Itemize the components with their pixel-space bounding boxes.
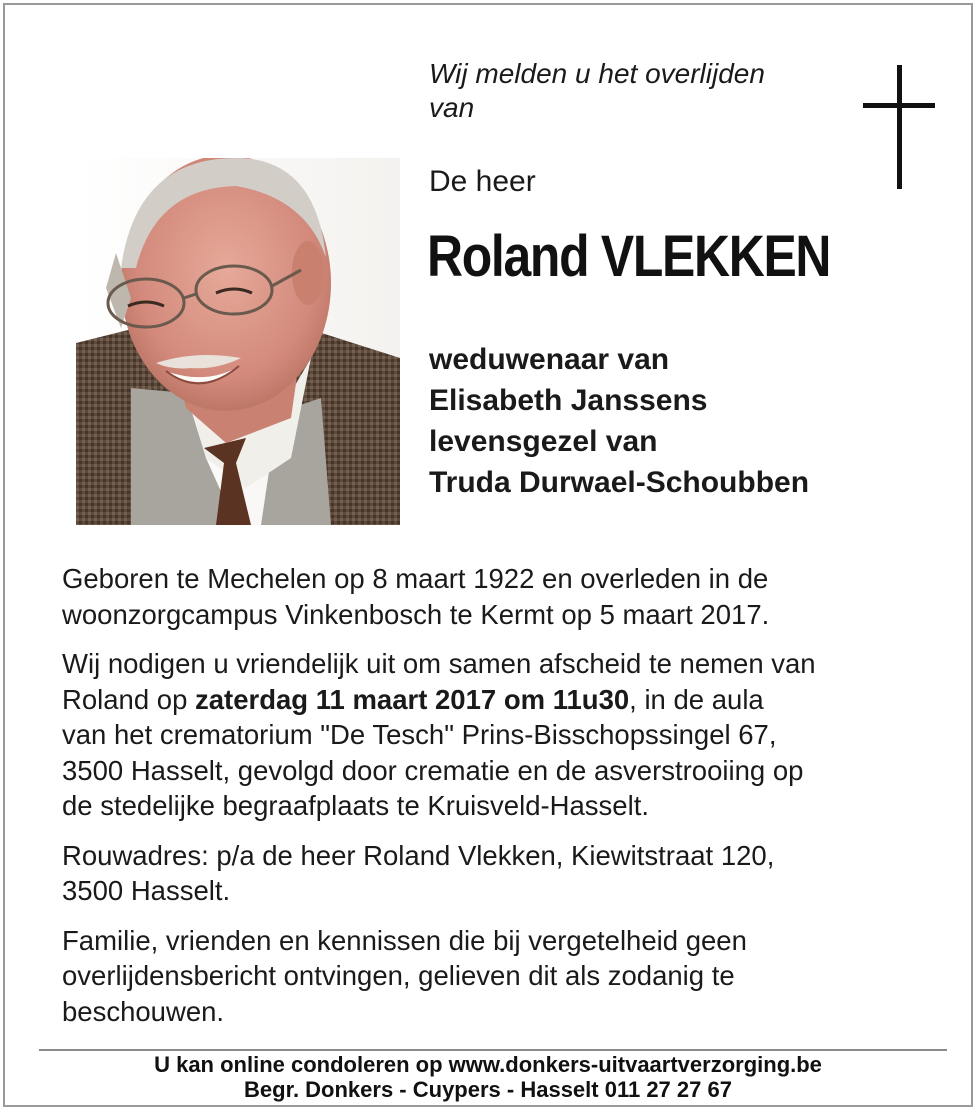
relation-line-2: Elisabeth Janssens	[429, 384, 708, 417]
invitation-paragraph	[62, 646, 932, 824]
footer-divider	[39, 1049, 947, 1051]
address-line-2: 3500 Hasselt.	[62, 875, 231, 906]
invite-line-2-post: , in de aula	[629, 683, 764, 715]
invite-line-1: Wij nodigen u vriendelijk uit om samen afscheid te nemen van	[62, 648, 816, 679]
birth-line-2: woonzorgcampus Vinkenbosch te Kermt op 5 maart 2017.	[62, 598, 770, 630]
invite-line-4: 3500 Hasselt, gevolgd door crematie en de asverstrooiing op	[62, 754, 804, 786]
note-line-1: Familie, vrienden en kennissen die bij vergetelheid geen	[62, 924, 747, 956]
relations-block	[429, 339, 809, 503]
footer-condolence-link[interactable]: U kan online condoleren op www.donkers-uitvaartverzorging.be	[154, 1052, 822, 1077]
intro-text	[429, 57, 829, 125]
ceremony-datetime: zaterdag 11 maart 2017 om 11u30	[195, 683, 630, 715]
invite-line-3: van het crematorium "De Tesch" Prins-Bisschopssingel 67,	[62, 719, 777, 750]
relation-line-4: Truda Durwael-Schoubben	[429, 466, 810, 499]
birth-paragraph	[62, 561, 932, 632]
address-line-1: Rouwadres: p/a de heer Roland Vlekken, Kiewitstraat 120,	[62, 839, 775, 871]
obituary-card	[3, 3, 973, 1107]
footer	[5, 1052, 971, 1102]
intro-line-2: van	[429, 92, 475, 123]
cross-icon	[863, 65, 939, 193]
birth-line-1: Geboren te Mechelen op 8 maart 1922 en overleden in de	[62, 563, 769, 594]
invite-line-5: de stedelijke begraafplaats te Kruisveld-Hasselt.	[62, 790, 649, 821]
note-line-2: overlijdensbericht ontvingen, gelieven dit als zodanig te	[62, 960, 735, 991]
deceased-name: Roland VLEKKEN	[427, 224, 831, 289]
invite-line-2-pre: Roland op	[62, 683, 196, 715]
relation-line-1: weduwenaar van	[429, 343, 670, 376]
footer-contact: Begr. Donkers - Cuypers - Hasselt 011 27 27 67	[244, 1077, 732, 1102]
portrait-photo	[76, 158, 400, 525]
body-text	[62, 561, 932, 1043]
relation-line-3: levensgezel van	[429, 425, 658, 458]
note-paragraph	[62, 923, 932, 1030]
address-paragraph	[62, 838, 932, 909]
title-prefix: De heer	[429, 165, 536, 198]
intro-line-1: Wij melden u het overlijden	[429, 58, 765, 89]
note-line-3: beschouwen.	[62, 995, 225, 1027]
